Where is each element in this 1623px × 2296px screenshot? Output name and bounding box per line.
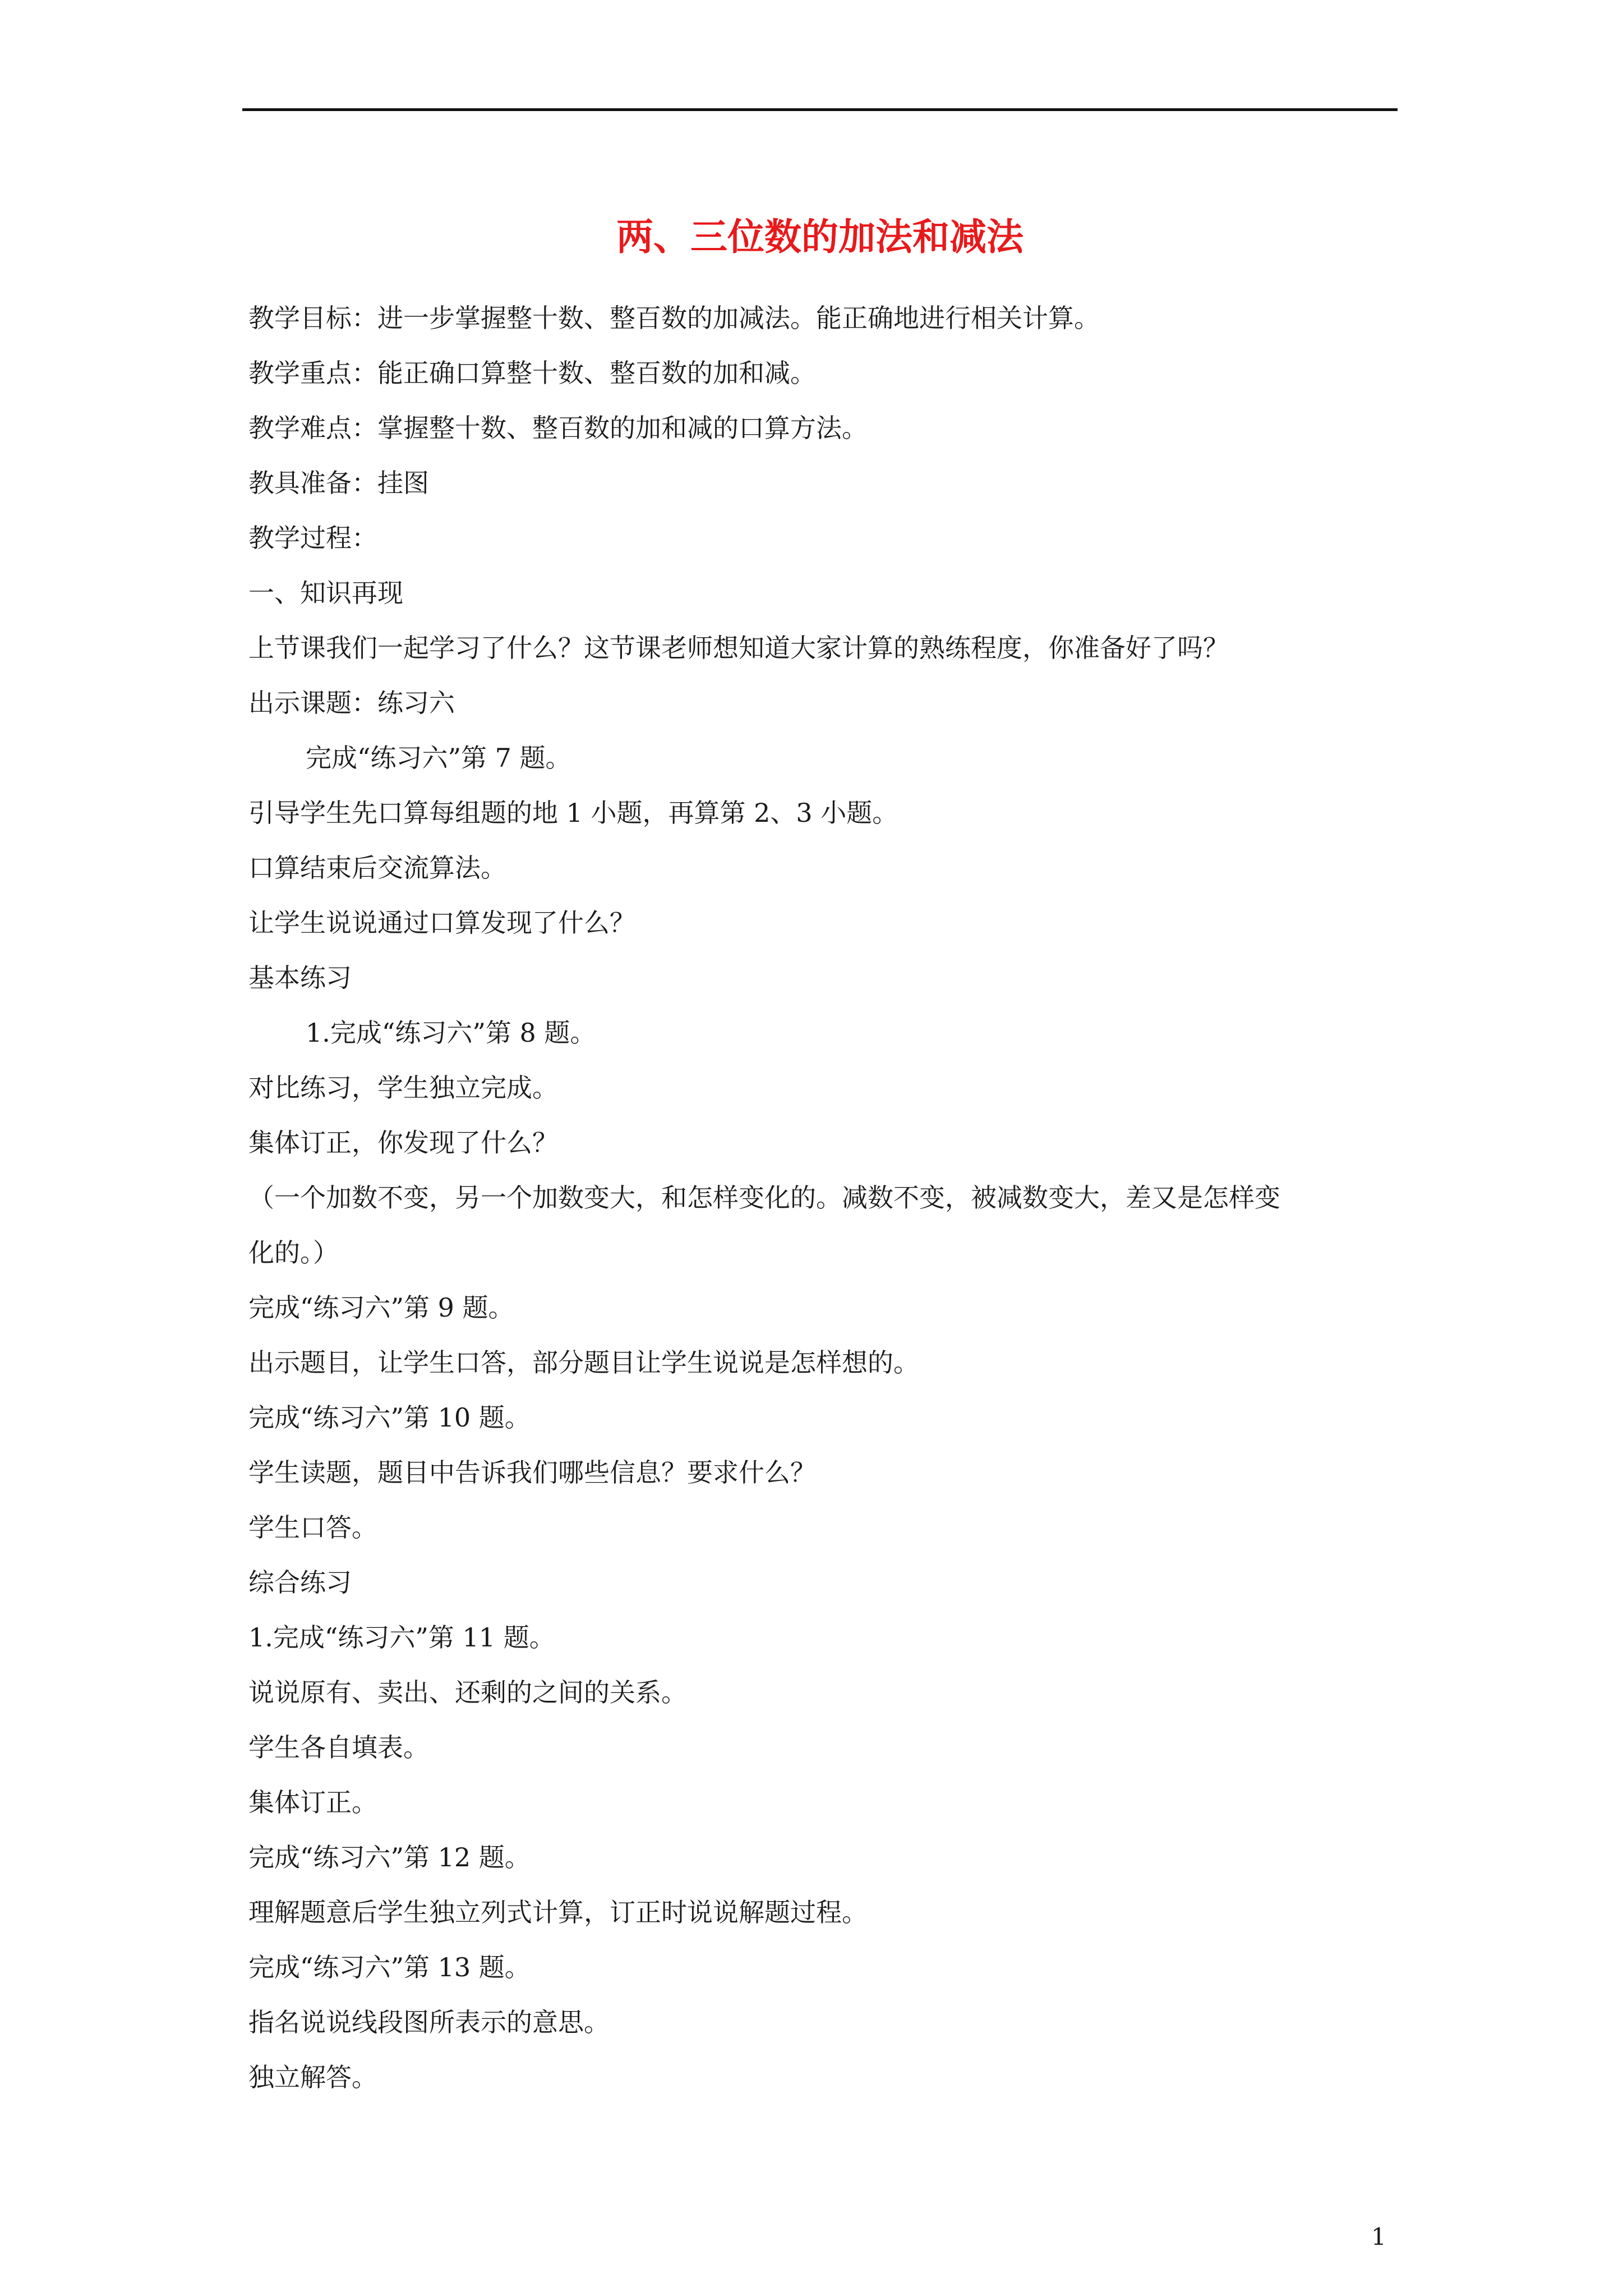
body-line: 1.完成“练习六”第 8 题。 xyxy=(306,1018,596,1048)
objective-line: 教学目标：进一步掌握整十数、整百数的加减法。能正确地进行相关计算。 xyxy=(248,303,1100,333)
body-line: 出示课题：练习六 xyxy=(248,688,455,718)
body-line: 口算结束后交流算法。 xyxy=(248,853,506,883)
body-line: 集体订正，你发现了什么？ xyxy=(248,1128,558,1158)
body-line: 出示题目，让学生口答，部分题目让学生说说是怎样想的。 xyxy=(248,1347,919,1378)
body-line: 指名说说线段图所表示的意思。 xyxy=(248,2007,610,2037)
body-line: 完成“练习六”第 13 题。 xyxy=(248,1952,531,1982)
body-line: 学生读题，题目中告诉我们哪些信息？要求什么？ xyxy=(248,1457,816,1488)
section-heading-comprehensive: 综合练习 xyxy=(248,1567,352,1598)
body-line: 完成“练习六”第 9 题。 xyxy=(248,1292,514,1323)
key-point-line: 教学重点：能正确口算整十数、整百数的加和减。 xyxy=(248,358,816,388)
body-line: 上节课我们一起学习了什么？这节课老师想知道大家计算的熟练程度，你准备好了吗？ xyxy=(248,633,1229,663)
body-line: 完成“练习六”第 12 题。 xyxy=(248,1842,531,1872)
body-line: 学生各自填表。 xyxy=(248,1732,429,1763)
header-rule xyxy=(242,108,1398,111)
body-line: 理解题意后学生独立列式计算，订正时说说解题过程。 xyxy=(248,1897,868,1927)
document-title: 两、三位数的加法和减法 xyxy=(616,215,1023,259)
body-line: 让学生说说通过口算发现了什么？ xyxy=(248,908,635,938)
body-line: 学生口答。 xyxy=(248,1512,377,1543)
body-line: 化的。） xyxy=(248,1237,339,1268)
body-line: 说说原有、卖出、还剩的之间的关系。 xyxy=(248,1677,687,1708)
materials-line: 教具准备：挂图 xyxy=(248,468,429,498)
body-line: 1.完成“练习六”第 11 题。 xyxy=(248,1622,555,1653)
body-line: （一个加数不变，另一个加数变大，和怎样变化的。减数不变，被减数变大，差又是怎样变 xyxy=(248,1182,1280,1213)
body-line: 对比练习，学生独立完成。 xyxy=(248,1073,558,1103)
body-line: 独立解答。 xyxy=(248,2062,377,2092)
section-heading-basic: 基本练习 xyxy=(248,963,352,993)
difficulty-line: 教学难点：掌握整十数、整百数的加和减的口算方法。 xyxy=(248,413,868,443)
section-heading-review: 一、知识再现 xyxy=(248,578,403,608)
page-number: 1 xyxy=(1371,2223,1386,2251)
body-line: 完成“练习六”第 7 题。 xyxy=(306,743,571,773)
process-heading: 教学过程： xyxy=(248,523,377,553)
body-line: 集体订正。 xyxy=(248,1787,377,1818)
body-line: 完成“练习六”第 10 题。 xyxy=(248,1402,531,1433)
body-line: 引导学生先口算每组题的地 1 小题，再算第 2、3 小题。 xyxy=(248,798,898,828)
